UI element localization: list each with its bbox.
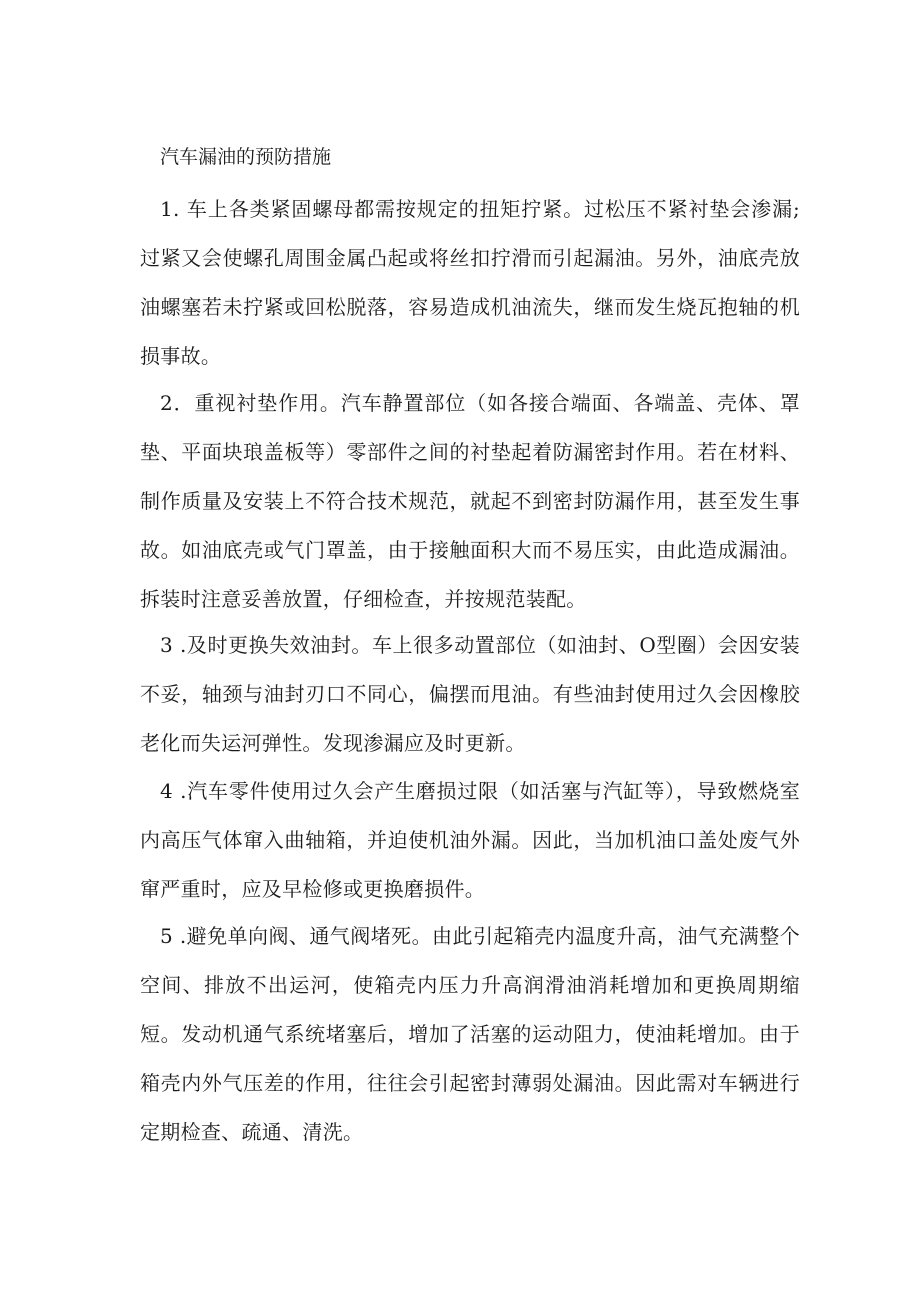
- paragraph-1: 1. 车上各类紧固螺母都需按规定的扭矩拧紧。过松压不紧衬垫会渗漏;过紧又会使螺孔周围金属凸起或将丝扣拧滑而引起漏油。另外，油底壳放油螺塞若未拧紧或回松脱落，容易造成机油流失，继而发生烧瓦抱轴的机损事故。: [140, 197, 800, 368]
- paragraph-2: 2．重视衬垫作用。汽车静置部位（如各接合端面、各端盖、壳体、罩垫、平面块琅盖板等）零部件之间的衬垫起着防漏密封作用。若在材料、制作质量及安装上不符合技术规范，就起不到密封防漏作用，甚至发生事故。如油底壳或气门罩盖，由于接触面积大而不易压实，由此造成漏油。拆装时注意妥善放置，仔细检查，并按规范装配。: [140, 391, 800, 611]
- document-title: 汽车漏油的预防措施: [160, 146, 332, 168]
- paragraph-5: 5 .避免单向阀、通气阀堵死。由此引起箱壳内温度升高，油气充满整个空间、排放不出运河，使箱壳内压力升高润滑油消耗增加和更换周期缩短。发动机通气系统堵塞后，增加了活塞的运动阻力，使油耗增加。由于箱壳内外气压差的作用，往往会引起密封薄弱处漏油。因此需对车辆进行定期检查、疏通、清洗。: [140, 924, 800, 1144]
- paragraph-4: 4 .汽车零件使用过久会产生磨损过限（如活塞与汽缸等），导致燃烧室内高压气体窜入曲轴箱，并迫使机油外漏。因此，当加机油口盖处废气外窜严重时，应及早检修或更换磨损件。: [140, 779, 800, 901]
- paragraph-3: 3 .及时更换失效油封。车上很多动置部位（如油封、O型圈）会因安装不妥，轴颈与油封刃口不同心，偏摆而甩油。有些油封使用过久会因橡胶老化而失运河弹性。发现渗漏应及时更新。: [140, 633, 800, 755]
